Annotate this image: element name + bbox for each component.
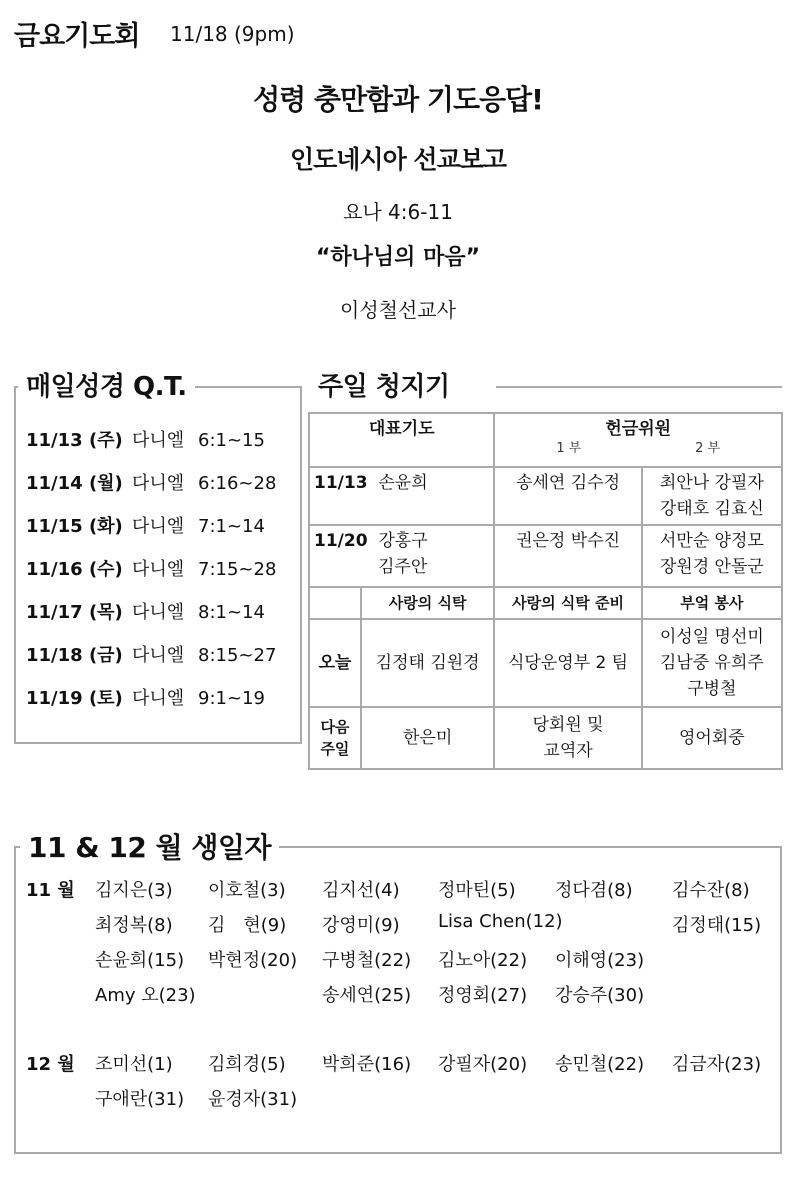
prayer-name: 김주안 xyxy=(378,557,428,577)
qt-row xyxy=(26,555,276,581)
qt-date: 11/17 (목) xyxy=(26,602,123,623)
next-prep xyxy=(494,707,641,769)
birthday-name: 정마틴(5) xyxy=(438,880,516,901)
birthday-name: 이호철(3) xyxy=(208,880,286,901)
qt-date: 11/13 (주) xyxy=(26,430,123,451)
sermon-scripture: 요나 4:6-11 xyxy=(343,200,453,224)
qt-title: 매일성경 Q.T. xyxy=(18,366,195,403)
birthday-title: 11 & 12 월 생일자 xyxy=(20,826,279,866)
birthday-name: 김정태(15) xyxy=(672,915,762,936)
dec-label: 12 월 xyxy=(26,1054,75,1075)
sermon-preacher: 이성철선교사 xyxy=(340,298,456,322)
today-meal: 김정태 김원경 xyxy=(361,619,495,707)
kitchen-line: 김남중 유희주 xyxy=(659,653,764,673)
birthday-name: 윤경자(31) xyxy=(208,1089,298,1110)
birthday-name: 박현정(20) xyxy=(208,950,298,971)
table-row xyxy=(309,707,782,769)
qt-row xyxy=(26,641,276,667)
page-date: 11/18 (9pm) xyxy=(170,22,295,46)
birthday-name: 김희경(5) xyxy=(208,1054,286,1075)
birthday-name: Amy 오(23) xyxy=(95,985,196,1006)
prep-line: 교역자 xyxy=(543,741,593,761)
prayer-name: 강홍구 xyxy=(378,531,428,551)
birthday-name: 김노아(22) xyxy=(438,950,528,971)
qt-row xyxy=(26,598,265,624)
sermon-subject: 인도네시아 선교보고 xyxy=(289,145,507,174)
offering-parts xyxy=(499,442,777,456)
qt-date: 11/15 (화) xyxy=(26,516,123,537)
qt-book: 다니엘 xyxy=(132,430,185,451)
qt-date: 11/19 (토) xyxy=(26,688,123,709)
birthday-name: 송민철(22) xyxy=(555,1054,645,1075)
birthday-name: Lisa Chen(12) xyxy=(438,911,563,932)
birthday-name: 송세연(25) xyxy=(322,985,412,1006)
part2-cell xyxy=(642,467,782,525)
qt-verse: 6:1~15 xyxy=(198,430,265,451)
qt-verse: 7:1~14 xyxy=(198,516,265,537)
table-row xyxy=(309,467,782,525)
birthday-name: 손윤희(15) xyxy=(95,950,185,971)
birthday-name: 구병철(22) xyxy=(322,950,412,971)
service-table xyxy=(308,412,783,770)
sermon-title: “하나님의 마음” xyxy=(315,245,481,270)
meal-header: 사랑의 식탁 xyxy=(361,587,495,619)
qt-row xyxy=(26,469,276,495)
birthday-name: 강필자(20) xyxy=(438,1054,528,1075)
birthday-name: 김지은(3) xyxy=(95,880,173,901)
qt-date: 11/14 (월) xyxy=(26,473,123,494)
sermon-theme: 성령 충만함과 기도응답! xyxy=(253,83,543,116)
qt-verse: 9:1~19 xyxy=(198,688,265,709)
page-title: 금요기도회 xyxy=(14,21,140,52)
part2-line: 장원경 안돌군 xyxy=(659,557,764,577)
service-title-rule xyxy=(496,386,782,388)
part1-label: 1 부 xyxy=(556,441,582,456)
qt-book: 다니엘 xyxy=(132,516,185,537)
qt-date: 11/18 (금) xyxy=(26,645,123,666)
part2-cell xyxy=(642,525,782,587)
part2-line: 서만순 양정모 xyxy=(659,531,764,551)
next-meal: 한은미 xyxy=(361,707,495,769)
birthday-name: 강영미(9) xyxy=(322,915,400,936)
birthday-name: 김지선(4) xyxy=(322,880,400,901)
birthday-name: 정영회(27) xyxy=(438,985,528,1006)
qt-book: 다니엘 xyxy=(132,645,185,666)
qt-row xyxy=(26,684,265,710)
birthday-name: 정다겸(8) xyxy=(555,880,633,901)
birthday-name: 김금자(23) xyxy=(672,1054,762,1075)
table-row xyxy=(309,525,782,587)
qt-verse: 7:15~28 xyxy=(198,559,277,580)
birthday-name: 강승주(30) xyxy=(555,985,645,1006)
qt-book: 다니엘 xyxy=(132,559,185,580)
meal-header-row xyxy=(309,587,782,619)
kitchen-line: 이성일 명선미 xyxy=(659,627,764,647)
next-label-line: 주일 xyxy=(320,740,350,758)
part1-cell: 송세연 김수정 xyxy=(494,467,641,525)
service-title: 주일 청지기 xyxy=(310,366,458,403)
prep-header: 사랑의 식탁 준비 xyxy=(494,587,641,619)
prep-line: 당회원 및 xyxy=(532,715,604,735)
offering-header xyxy=(494,413,782,467)
part2-line: 강태호 김효신 xyxy=(659,499,764,519)
birthday-name: 최정복(8) xyxy=(95,915,173,936)
qt-date: 11/16 (수) xyxy=(26,559,123,580)
kitchen-line: 구병철 xyxy=(687,679,737,699)
nov-label: 11 월 xyxy=(26,880,75,901)
table-row xyxy=(309,619,782,707)
today-label: 오늘 xyxy=(309,619,361,707)
prayer-cell xyxy=(309,467,494,525)
part1-cell: 권은정 박수진 xyxy=(494,525,641,587)
today-prep: 식당운영부 2 팀 xyxy=(494,619,641,707)
prayer-header: 대표기도 xyxy=(309,413,494,467)
part2-label: 2 부 xyxy=(695,441,721,456)
row-date: 11/13 xyxy=(314,473,368,493)
next-kitchen: 영어회중 xyxy=(642,707,782,769)
qt-book: 다니엘 xyxy=(132,602,185,623)
birthday-name: 이해영(23) xyxy=(555,950,645,971)
birthday-name: 구애란(31) xyxy=(95,1089,185,1110)
qt-book: 다니엘 xyxy=(132,688,185,709)
birthday-name: 김 현(9) xyxy=(208,915,287,936)
today-kitchen xyxy=(642,619,782,707)
qt-verse: 8:15~27 xyxy=(198,645,277,666)
prayer-cell xyxy=(309,525,494,587)
kitchen-header: 부엌 봉사 xyxy=(642,587,782,619)
qt-row xyxy=(26,512,265,538)
birthday-name: 박희준(16) xyxy=(322,1054,412,1075)
birthday-name: 조미선(1) xyxy=(95,1054,173,1075)
next-label-line: 다음 xyxy=(320,718,350,736)
row-date: 11/20 xyxy=(314,531,368,551)
qt-book: 다니엘 xyxy=(132,473,185,494)
qt-verse: 6:16~28 xyxy=(198,473,277,494)
part2-line: 최안나 강필자 xyxy=(659,473,764,493)
qt-verse: 8:1~14 xyxy=(198,602,265,623)
offering-header-label: 헌금위원 xyxy=(605,419,672,439)
birthday-name: 김수잔(8) xyxy=(672,880,750,901)
qt-row xyxy=(26,426,265,452)
blank-cell xyxy=(309,587,361,619)
prayer-name: 손윤희 xyxy=(378,473,428,493)
next-label xyxy=(309,707,361,769)
